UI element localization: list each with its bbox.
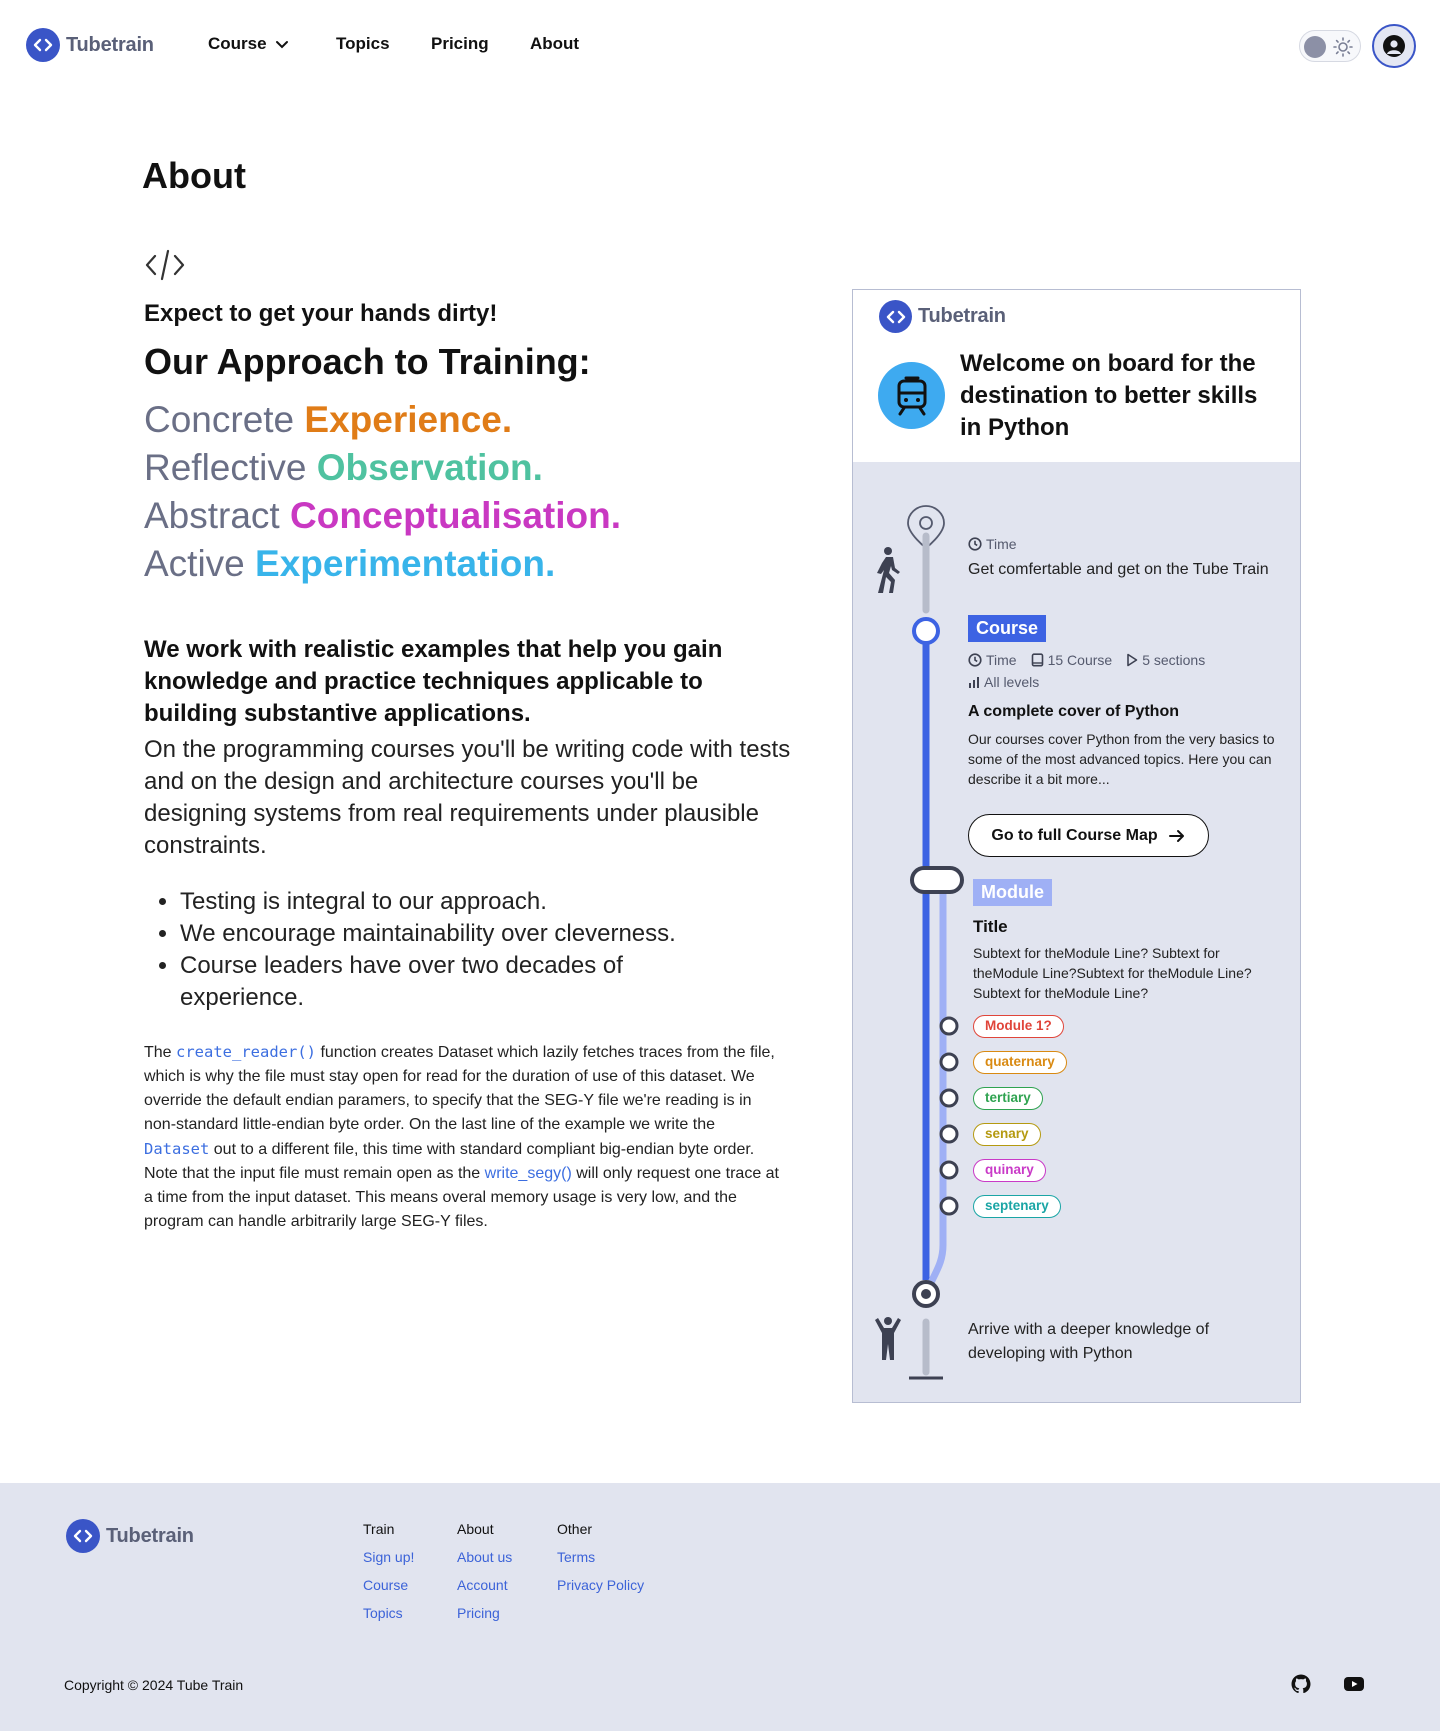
- para-text: The: [144, 1044, 177, 1061]
- approach-accent: Experimentation.: [255, 543, 556, 584]
- nav-about[interactable]: About: [530, 34, 580, 53]
- module-chip[interactable]: quaternary: [973, 1051, 1067, 1074]
- technical-paragraph: [144, 1040, 784, 1234]
- course-levels-label: All levels: [984, 674, 1040, 690]
- approach-line: [144, 540, 621, 588]
- chevron-down-icon: [275, 40, 289, 49]
- card-welcome-title: Welcome on board for the destination to better skills in Python: [960, 350, 1258, 441]
- user-avatar-icon: [1383, 35, 1405, 57]
- brand-name: Tubetrain: [66, 33, 154, 56]
- lead-paragraph: We work with realistic examples that help you gain knowledge and practice techniques applicable to building substantive applications.: [144, 636, 723, 727]
- list-item: • Course leaders have over two decades of experience.: [180, 950, 740, 1014]
- module-badge: Module: [973, 879, 1052, 906]
- footer-link[interactable]: Sign up!: [363, 1549, 415, 1565]
- site-footer: [0, 1483, 1440, 1731]
- body-paragraph: On the programming courses you'll be writing code with tests and on the design and architecture courses you'll be designing systems from real requirements under plausible constraints.: [144, 736, 791, 859]
- code-create-reader: create_reader(): [176, 1043, 316, 1061]
- footer-link[interactable]: Account: [457, 1577, 508, 1593]
- footer-col-title: Other: [557, 1521, 593, 1537]
- approach-accent: Experience.: [304, 399, 513, 440]
- person-arms-up-icon: [875, 1317, 901, 1360]
- para-text: out to a different file, this time with standard compliant big-endian byte order. Note that the input file must remain open as the: [144, 1141, 755, 1182]
- code-brackets-icon: [66, 1519, 100, 1553]
- approach-line: [144, 444, 621, 492]
- module-chip[interactable]: quinary: [973, 1159, 1046, 1182]
- code-slash-icon: [144, 248, 186, 282]
- para-text: will only request one trace at a time from the input dataset. This means overal memory usage is very low, and the program can handle arbitrarily large SEG-Y files.: [144, 1165, 779, 1230]
- nav-course-dropdown[interactable]: [208, 34, 289, 54]
- top-nav: [0, 0, 1440, 92]
- footer-link[interactable]: Topics: [363, 1605, 403, 1621]
- feature-list: [180, 886, 740, 1014]
- course-levels: [968, 674, 1039, 690]
- footer-link[interactable]: Terms: [557, 1549, 596, 1565]
- approach-title: Our Approach to Training:: [144, 341, 591, 382]
- nav-topics[interactable]: Topics: [336, 34, 390, 53]
- clock-icon: [968, 537, 982, 551]
- approach-accent: Observation.: [316, 447, 543, 488]
- approach-accent: Conceptualisation.: [290, 495, 621, 536]
- nav-pricing[interactable]: Pricing: [431, 34, 489, 53]
- list-item: • We encourage maintainability over cleverness.: [180, 918, 740, 950]
- course-title: A complete cover of Python: [968, 703, 1179, 720]
- full-course-map-button[interactable]: [968, 814, 1209, 857]
- footer-col-train: [363, 1519, 414, 1631]
- course-meta: [968, 652, 1205, 668]
- play-icon: [1126, 653, 1138, 667]
- module-title: Title: [973, 917, 1008, 936]
- end-text: Arrive with a deeper knowledge of developing with Python: [968, 1321, 1210, 1362]
- code-brackets-icon: [26, 28, 60, 62]
- course-badge: Course: [968, 615, 1046, 642]
- sun-icon: [1332, 36, 1354, 58]
- footer-col-other: [557, 1519, 644, 1603]
- youtube-icon[interactable]: [1342, 1673, 1366, 1700]
- module-chip[interactable]: Module 1?: [973, 1015, 1064, 1038]
- book-icon: [1031, 653, 1044, 667]
- brand-logo[interactable]: [26, 28, 154, 62]
- github-icon[interactable]: [1290, 1673, 1312, 1700]
- footer-col-about: [457, 1519, 512, 1631]
- footer-link[interactable]: Course: [363, 1577, 409, 1593]
- footer-link[interactable]: Pricing: [457, 1605, 500, 1621]
- module-chip[interactable]: septenary: [973, 1195, 1061, 1218]
- link-write-segy[interactable]: write_segy(): [484, 1165, 572, 1182]
- footer-col-title: About: [457, 1521, 494, 1537]
- approach-list: [144, 396, 621, 588]
- module-chip[interactable]: senary: [973, 1123, 1041, 1146]
- clock-icon: [968, 653, 982, 667]
- approach-plain: Reflective: [144, 447, 317, 488]
- start-text: Get comfertable and get on the Tube Train: [968, 561, 1269, 578]
- module-desc: Subtext for theModule Line? Subtext for theModule Line?Subtext for theModule Line? Subtext for theModule Line?: [973, 945, 1252, 1001]
- footer-link[interactable]: About us: [457, 1549, 513, 1565]
- user-avatar-button[interactable]: [1372, 24, 1416, 68]
- cta-label: Go to full Course Map: [991, 826, 1158, 844]
- brand-name: Tubetrain: [918, 305, 1006, 327]
- para-text: function creates Dataset which lazily fetches traces from the file, which is why the file must stay open for read for the duration of use of this dataset. We override the default endian paramers, to specify that the SEG-Y file we're reading is in non-standard little-endian byte order. On the last line of the example we write the: [144, 1044, 775, 1133]
- brand-name: Tubetrain: [106, 1524, 194, 1547]
- page-title: About: [142, 155, 246, 196]
- course-desc: Our courses cover Python from the very basics to some of the most advanced topics. Here you can describe it a bit more...: [968, 731, 1275, 787]
- approach-line: [144, 396, 621, 444]
- signal-bars-icon: [968, 676, 980, 688]
- course-time: Time: [986, 652, 1017, 668]
- list-item: • Testing is integral to our approach.: [180, 886, 740, 918]
- course-sections: 5 sections: [1142, 652, 1206, 668]
- start-time-label: Time: [986, 536, 1017, 552]
- theme-toggle[interactable]: [1299, 30, 1361, 62]
- course-count: 15 Course: [1047, 652, 1113, 668]
- walking-person-icon: [877, 547, 900, 593]
- toggle-knob: [1304, 36, 1326, 58]
- nav-course-label: Course: [208, 34, 267, 53]
- code-dataset: Dataset: [144, 1140, 210, 1158]
- module-chip[interactable]: tertiary: [973, 1087, 1043, 1110]
- kicker-text: Expect to get your hands dirty!: [144, 300, 498, 327]
- footer-link[interactable]: Privacy Policy: [557, 1577, 645, 1593]
- footer-col-title: Train: [363, 1521, 395, 1537]
- approach-plain: Active: [144, 543, 256, 584]
- start-time: [968, 536, 1017, 552]
- approach-plain: Abstract: [144, 495, 290, 536]
- arrow-right-icon: [1168, 829, 1186, 843]
- copyright-text: Copyright © 2024 Tube Train: [64, 1677, 244, 1693]
- course-route-card: [852, 289, 1301, 1403]
- footer-brand-logo[interactable]: [66, 1519, 194, 1553]
- approach-plain: Concrete: [144, 399, 305, 440]
- approach-line: [144, 492, 621, 540]
